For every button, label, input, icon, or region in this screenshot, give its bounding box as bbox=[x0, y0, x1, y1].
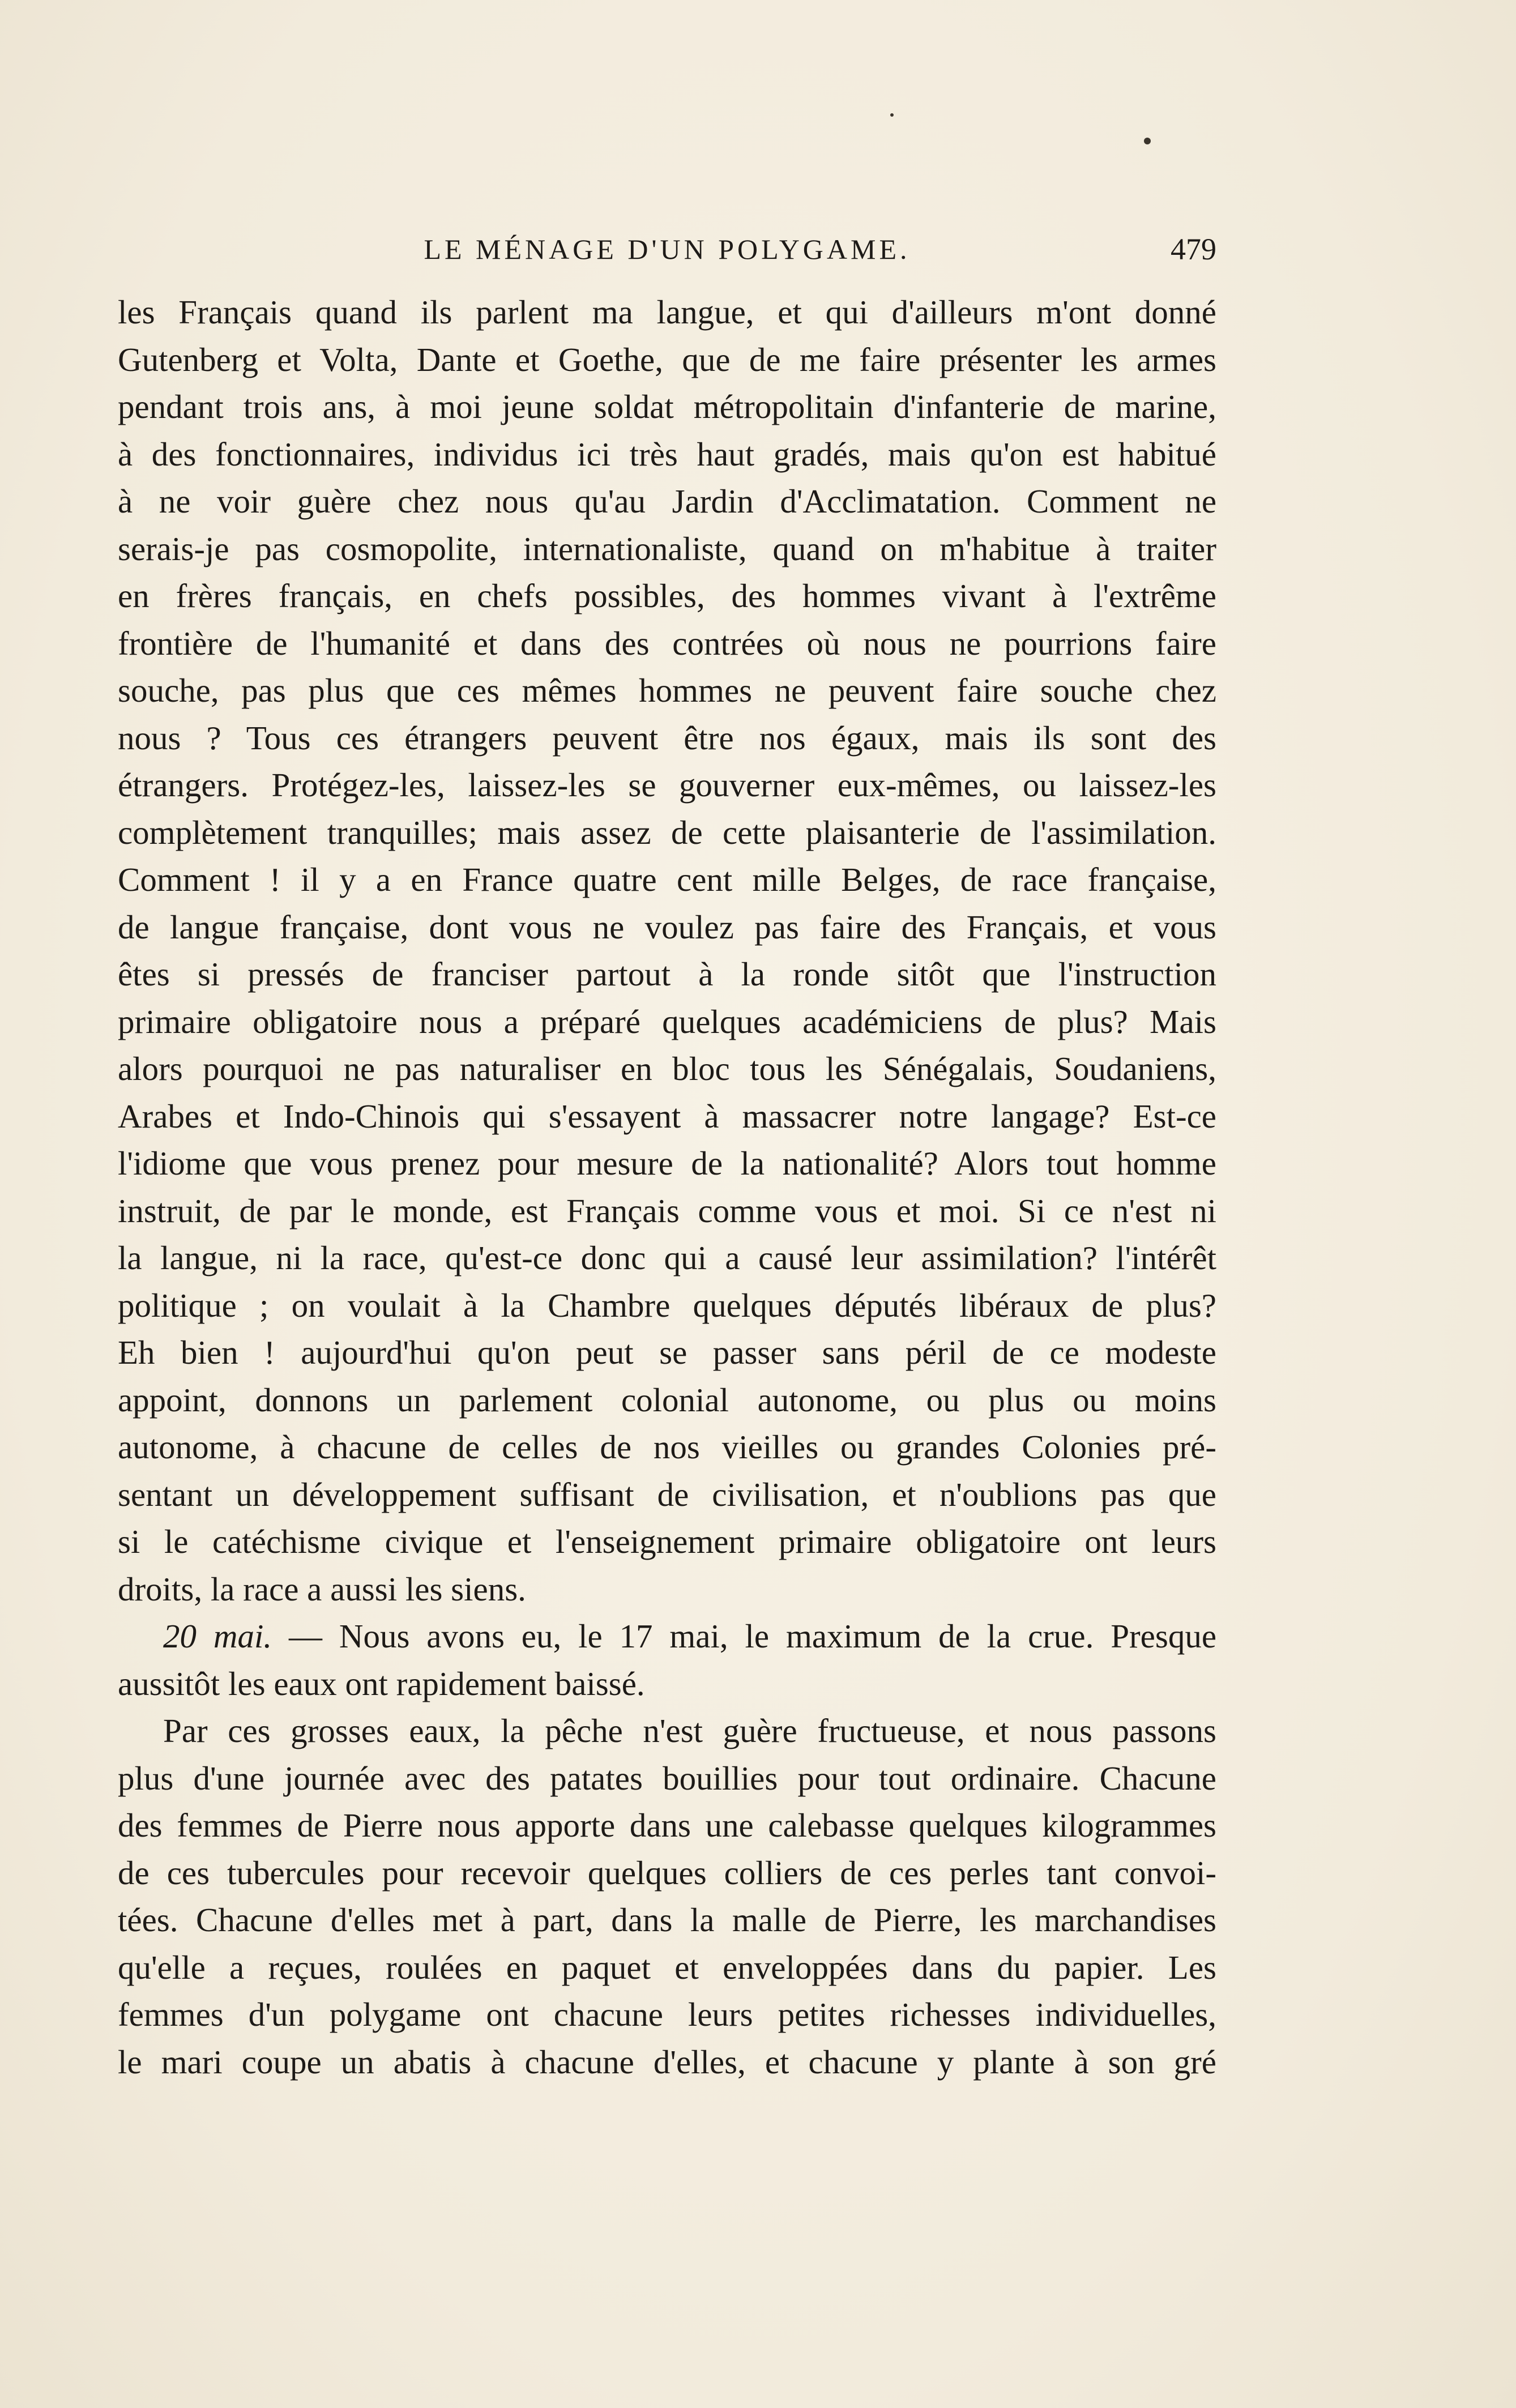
text-line: pendant trois ans, à moi jeune soldat métropolitain d'infanterie de marine, bbox=[118, 388, 1216, 425]
text-line bbox=[118, 1613, 1216, 1660]
text-line: plus d'une journée avec des patates bouillies pour tout ordinaire. Chacune bbox=[118, 1759, 1216, 1797]
text-line: Par ces grosses eaux, la pêche n'est guère fructueuse, et nous passons bbox=[163, 1712, 1216, 1749]
text-line: si le catéchisme civique et l'enseignement primaire obligatoire ont leurs bbox=[118, 1523, 1216, 1560]
body-text bbox=[118, 289, 1216, 2086]
text-line: autonome, à chacune de celles de nos vieilles ou grandes Colonies pré- bbox=[118, 1428, 1216, 1466]
running-title: LE MÉNAGE D'UN POLYGAME. bbox=[424, 233, 911, 265]
text-run: — Nous avons eu, le 17 mai, le maximum de la crue. Presque bbox=[272, 1617, 1216, 1655]
text-line: de ces tubercules pour recevoir quelques colliers de ces perles tant convoi- bbox=[118, 1854, 1216, 1892]
text-line: êtes si pressés de franciser partout à la ronde sitôt que l'instruction bbox=[118, 955, 1216, 993]
text-line: politique ; on voulait à la Chambre quelques députés libéraux de plus? bbox=[118, 1286, 1216, 1324]
running-head bbox=[118, 227, 1216, 272]
text-line: en frères français, en chefs possibles, des hommes vivant à l'extrême bbox=[118, 577, 1216, 614]
text-line: sentant un développement suffisant de civilisation, et n'oublions pas que bbox=[118, 1475, 1216, 1513]
text-line: qu'elle a reçues, roulées en paquet et enveloppées dans du papier. Les bbox=[118, 1948, 1216, 1986]
text-line: instruit, de par le monde, est Français comme vous et moi. Si ce n'est ni bbox=[118, 1192, 1216, 1229]
text-line: l'idiome que vous prenez pour mesure de la nationalité? Alors tout homme bbox=[118, 1145, 1216, 1182]
text-line: la langue, ni la race, qu'est-ce donc qui a causé leur assimilation? l'intérêt bbox=[118, 1239, 1216, 1276]
entry-date: 20 mai. bbox=[163, 1617, 272, 1655]
text-line: à ne voir guère chez nous qu'au Jardin d'Acclimatation. Comment ne bbox=[118, 483, 1216, 520]
text-line: Comment ! il y a en France quatre cent mille Belges, de race française, bbox=[118, 861, 1216, 898]
text-line: Gutenberg et Volta, Dante et Goethe, que de me faire présenter les armes bbox=[118, 340, 1216, 378]
text-line: femmes d'un polygame ont chacune leurs petites richesses individuelles, bbox=[118, 1996, 1216, 2033]
text-line: souche, pas plus que ces mêmes hommes ne peuvent faire souche chez bbox=[118, 672, 1216, 709]
paragraph bbox=[118, 289, 1216, 1613]
text-line: frontière de l'humanité et dans des contrées où nous ne pourrions faire bbox=[118, 624, 1216, 662]
ink-speck bbox=[1144, 138, 1151, 144]
text-line: nous ? Tous ces étrangers peuvent être nos égaux, mais ils sont des bbox=[118, 719, 1216, 757]
text-line: primaire obligatoire nous a préparé quelques académiciens de plus? Mais bbox=[118, 1002, 1216, 1040]
text-line: des femmes de Pierre nous apporte dans une calebasse quelques kilogrammes bbox=[118, 1807, 1216, 1844]
text-line: alors pourquoi ne pas naturaliser en bloc tous les Sénégalais, Soudaniens, bbox=[118, 1050, 1216, 1087]
text-line: appoint, donnons un parlement colonial autonome, ou plus ou moins bbox=[118, 1381, 1216, 1419]
paragraph bbox=[118, 1707, 1216, 2086]
text-line: de langue française, dont vous ne voulez pas faire des Français, et vous bbox=[118, 908, 1216, 946]
text-line: les Français quand ils parlent ma langue, et qui d'ailleurs m'ont donné bbox=[118, 293, 1216, 331]
text-line: droits, la race a aussi les siens. bbox=[118, 1570, 526, 1608]
text-line: à des fonctionnaires, individus ici très haut gradés, mais qu'on est habitué bbox=[118, 435, 1216, 473]
text-line: étrangers. Protégez-les, laissez-les se gouverner eux-mêmes, ou laissez-les bbox=[118, 766, 1216, 804]
text-line: le mari coupe un abatis à chacune d'elles, et chacune y plante à son gré bbox=[118, 2043, 1216, 2081]
text-line: serais-je pas cosmopolite, internationaliste, quand on m'habitue à traiter bbox=[118, 530, 1216, 567]
ink-speck bbox=[890, 113, 894, 117]
text-line: Arabes et Indo-Chinois qui s'essayent à massacrer notre langage? Est-ce bbox=[118, 1097, 1216, 1135]
text-line: Eh bien ! aujourd'hui qu'on peut se passer sans péril de ce modeste bbox=[118, 1334, 1216, 1371]
text-line: tées. Chacune d'elles met à part, dans la malle de Pierre, les marchandises bbox=[118, 1901, 1216, 1939]
text-line: complètement tranquilles; mais assez de cette plaisanterie de l'assimilation. bbox=[118, 813, 1216, 851]
text-line: aussitôt les eaux ont rapidement baissé. bbox=[118, 1664, 645, 1702]
page-number: 479 bbox=[1171, 232, 1216, 266]
paragraph bbox=[118, 1613, 1216, 1707]
